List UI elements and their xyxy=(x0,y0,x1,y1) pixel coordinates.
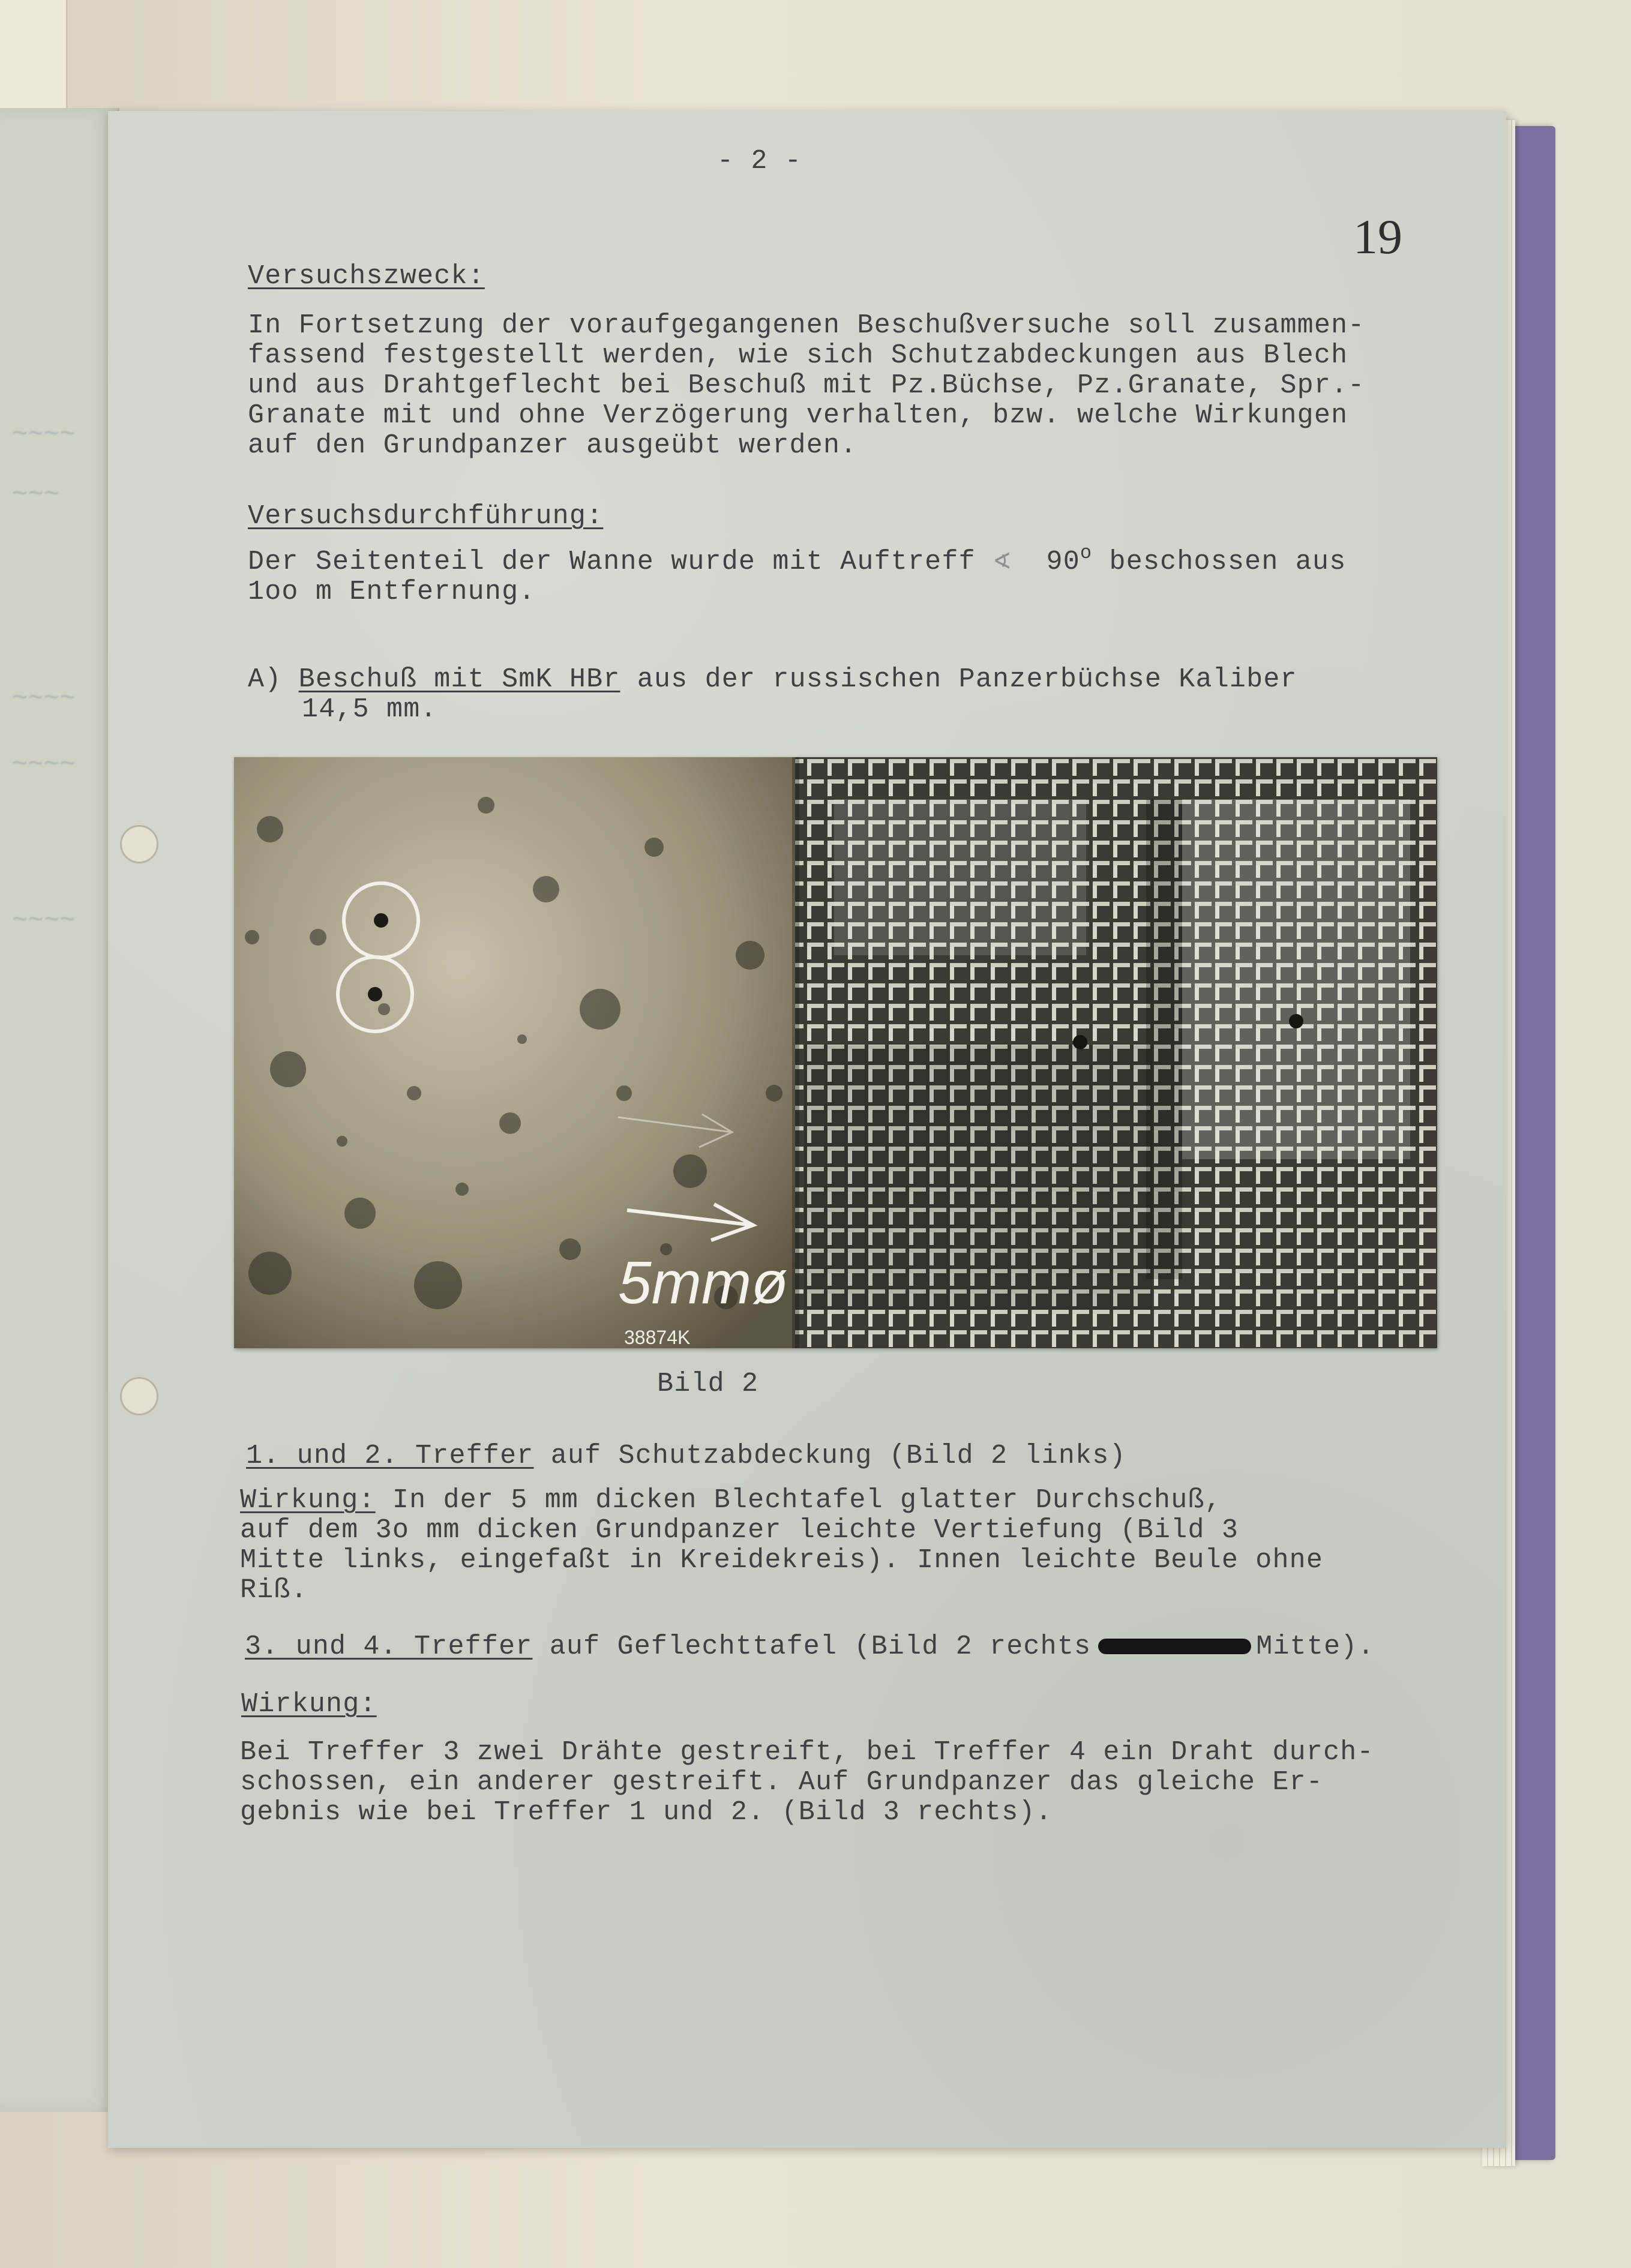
folio-number: 19 xyxy=(1353,209,1402,264)
chalk-annotation: 5mmø xyxy=(618,1249,788,1316)
hits-1-2-effect-line: auf dem 3o mm dicken Grundpanzer leichte Vertiefung (Bild 3 xyxy=(240,1515,1239,1546)
hits-1-2-heading-rest: auf Schutzabdeckung (Bild 2 links) xyxy=(550,1441,1126,1471)
item-a-line: 14,5 mm. xyxy=(302,694,437,725)
hits-3-4-effect-line: schossen, ein anderer gestreift. Auf Grundpanzer das gleiche Er- xyxy=(240,1767,1324,1798)
hits-1-2-effect-line: Mitte links, eingefaßt in Kreidekreis). Innen leichte Beule ohne xyxy=(240,1545,1324,1576)
hits-3-4-heading-rest: auf Geflechttafel (Bild 2 rechts xyxy=(549,1631,1092,1662)
bullet-hole xyxy=(368,987,382,1001)
execution-line: 1oo m Entfernung. xyxy=(248,577,536,607)
previous-page-edge xyxy=(0,0,68,111)
item-a-line xyxy=(248,665,1297,695)
effect-text: In der 5 mm dicken Blechtafel glatter Durchschuß, xyxy=(392,1485,1222,1516)
item-a-text: aus der russischen Panzerbüchse Kaliber xyxy=(637,664,1297,695)
hits-3-4-heading-end: Mitte). xyxy=(1256,1631,1375,1662)
execution-text: Der Seitenteil der Wanne wurde mit Auftreff xyxy=(248,547,976,577)
punch-hole xyxy=(120,1377,158,1415)
hits-3-4-effect-line: gebnis wie bei Treffer 1 und 2. (Bild 3 rechts). xyxy=(240,1797,1053,1828)
page-marker: - 2 - xyxy=(717,146,802,176)
hits-1-2-heading: 1. und 2. Treffer xyxy=(246,1441,534,1471)
test-photograph xyxy=(234,757,1437,1348)
facing-page-left: ~~~~ ~~~ ~~~~ ~~~~ ~~~~ xyxy=(0,108,119,2112)
purpose-line: In Fortsetzung der voraufgegangenen Beschußversuche soll zusammen- xyxy=(248,310,1365,341)
hits-3-4-effect-label: Wirkung: xyxy=(241,1689,377,1720)
hits-3-4-line xyxy=(245,1632,1375,1662)
hits-3-4-effect-line: Bei Treffer 3 zwei Drähte gestreift, bei Treffer 4 ein Draht durch- xyxy=(240,1737,1374,1768)
photo-graphic xyxy=(234,757,1437,1348)
hits-1-2-line xyxy=(246,1441,1126,1471)
hits-1-2-effect-line xyxy=(240,1486,1222,1516)
redaction-strike xyxy=(1098,1639,1251,1654)
item-a-heading: Beschuß mit SmK HBr xyxy=(298,664,620,695)
execution-text: beschossen aus xyxy=(1109,547,1347,577)
punch-hole xyxy=(120,825,158,863)
hits-3-4-heading: 3. und 4. Treffer xyxy=(245,1631,533,1662)
degree-sign: o xyxy=(1080,542,1093,564)
purpose-heading: Versuchszweck: xyxy=(248,261,485,292)
angle-symbol: ∢ xyxy=(993,550,1013,576)
angle-value: 90 xyxy=(1046,547,1080,577)
effect-label: Wirkung: xyxy=(240,1485,376,1516)
purpose-line: auf den Grundpanzer ausgeübt werden. xyxy=(248,430,858,461)
purpose-line: und aus Drahtgeflecht bei Beschuß mit Pz.Büchse, Pz.Granate, Spr.- xyxy=(248,370,1365,401)
purpose-line: Granate mit und ohne Verzögerung verhalten, bzw. welche Wirkungen xyxy=(248,400,1348,431)
execution-heading: Versuchsdurchführung: xyxy=(248,501,604,532)
hits-1-2-effect-line: Riß. xyxy=(240,1575,308,1606)
figure-caption: Bild 2 xyxy=(657,1369,759,1399)
mesh-hit xyxy=(1073,1035,1087,1049)
negative-number: 38874K xyxy=(624,1327,691,1348)
purpose-line: fassend festgestellt werden, wie sich Schutzabdeckungen aus Blech xyxy=(248,340,1348,371)
execution-line xyxy=(248,542,1347,579)
mesh-hit xyxy=(1289,1014,1303,1028)
bullet-hole xyxy=(374,913,388,928)
item-a-label: A) xyxy=(248,664,282,695)
